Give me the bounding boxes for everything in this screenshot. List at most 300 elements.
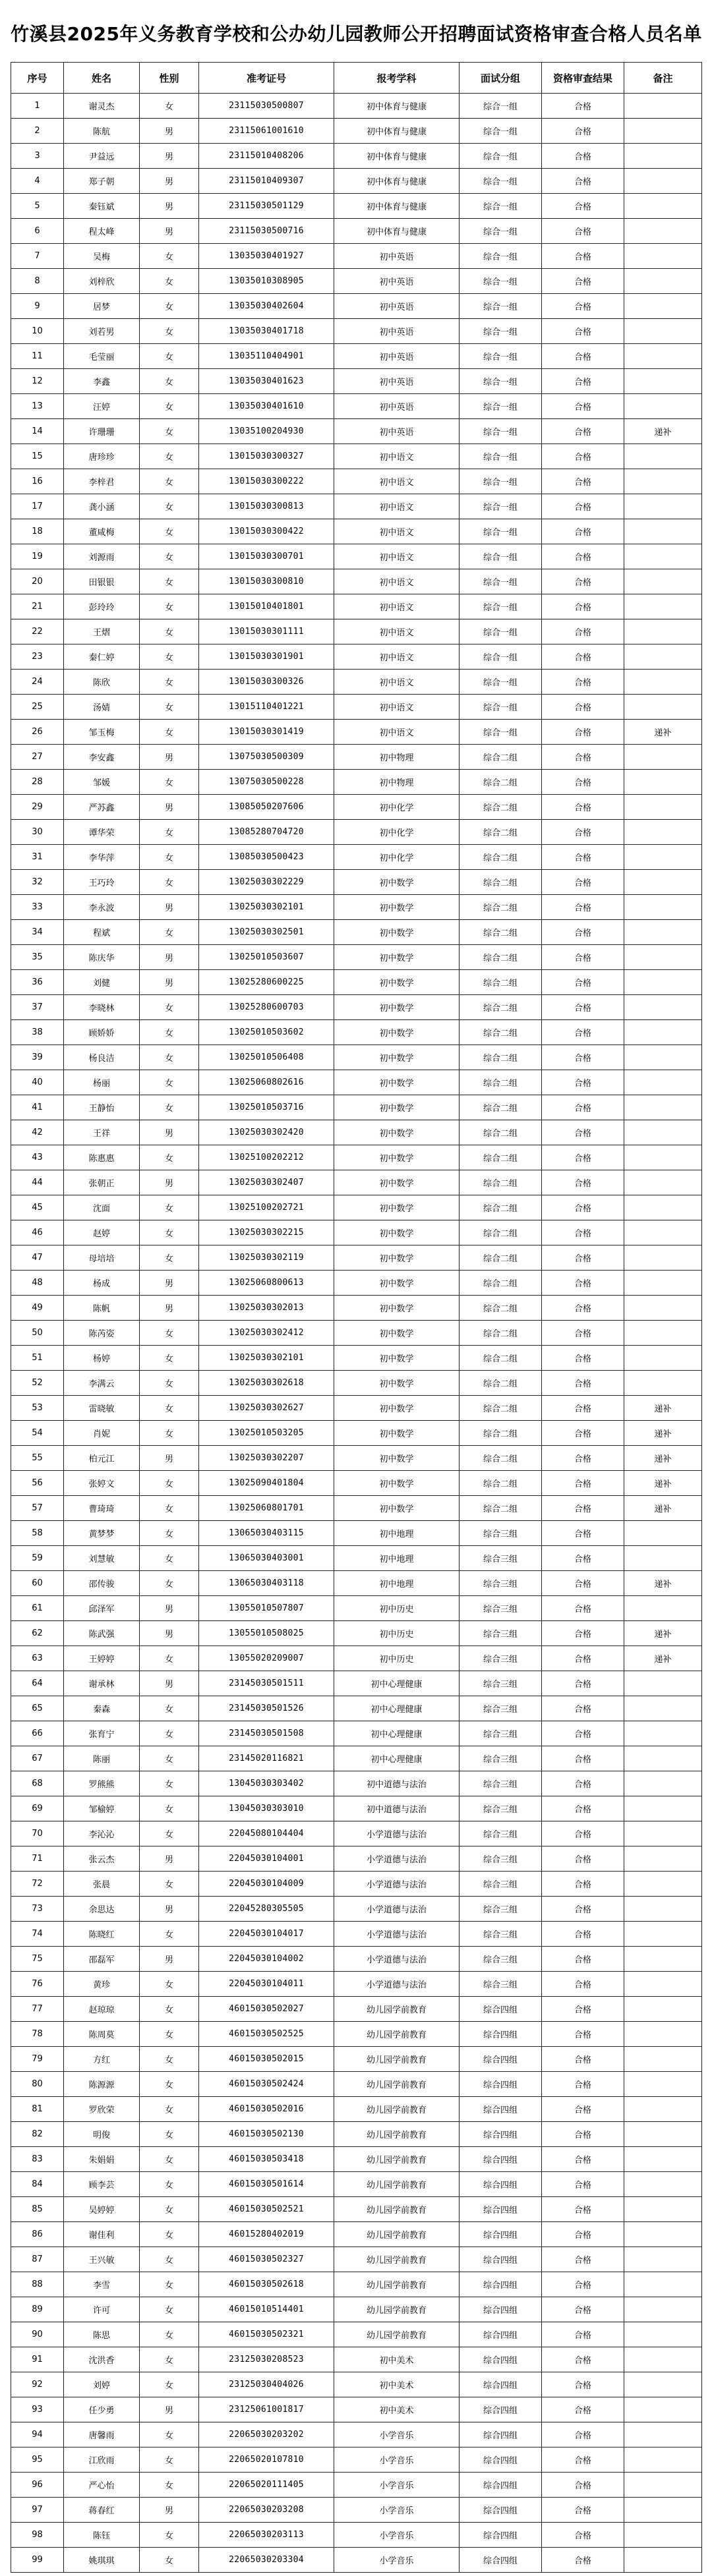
cell-group: 综合二组 — [460, 745, 542, 770]
cell-group: 综合二组 — [460, 895, 542, 920]
table-row — [11, 1471, 702, 1496]
cell-exam-number: 13035030401610 — [199, 394, 334, 419]
cell-name: 曹琦琦 — [64, 1496, 140, 1521]
cell-name: 杨婷 — [64, 1346, 140, 1371]
cell-name: 秦森 — [64, 1696, 140, 1721]
cell-subject: 幼儿园学前教育 — [334, 2047, 460, 2072]
cell-gender: 女 — [140, 695, 199, 720]
table-row — [11, 1220, 702, 1245]
cell-subject: 初中语文 — [334, 544, 460, 569]
cell-review-result: 合格 — [542, 2548, 624, 2573]
cell-seq: 37 — [11, 995, 64, 1020]
cell-name: 陈庆华 — [64, 945, 140, 970]
cell-exam-number: 13025030302119 — [199, 1245, 334, 1271]
cell-subject: 初中地理 — [334, 1521, 460, 1546]
cell-gender: 女 — [140, 1997, 199, 2022]
cell-exam-number: 13035030401718 — [199, 319, 334, 344]
cell-review-result: 合格 — [542, 2122, 624, 2147]
cell-seq: 39 — [11, 1045, 64, 1070]
cell-review-result: 合格 — [542, 544, 624, 569]
cell-gender: 女 — [140, 1571, 199, 1596]
table-row — [11, 1696, 702, 1721]
cell-gender: 女 — [140, 2247, 199, 2272]
cell-group: 综合一组 — [460, 169, 542, 194]
table-row — [11, 169, 702, 194]
cell-group: 综合二组 — [460, 1321, 542, 1346]
cell-seq: 14 — [11, 419, 64, 444]
cell-seq: 23 — [11, 644, 64, 670]
cell-exam-number: 13025030302627 — [199, 1396, 334, 1421]
cell-seq: 53 — [11, 1396, 64, 1421]
cell-subject: 初中数学 — [334, 1396, 460, 1421]
cell-remark — [624, 294, 702, 319]
cell-name: 刘若男 — [64, 319, 140, 344]
cell-review-result: 合格 — [542, 294, 624, 319]
cell-subject: 初中地理 — [334, 1571, 460, 1596]
cell-seq: 98 — [11, 2523, 64, 2548]
cell-group: 综合四组 — [460, 2372, 542, 2397]
cell-group: 综合二组 — [460, 1120, 542, 1145]
cell-review-result: 合格 — [542, 1897, 624, 1922]
cell-name: 李华萍 — [64, 845, 140, 870]
cell-remark — [624, 2022, 702, 2047]
cell-review-result: 合格 — [542, 344, 624, 369]
cell-exam-number: 23115030500716 — [199, 219, 334, 244]
cell-name: 陈航 — [64, 119, 140, 144]
cell-subject: 初中英语 — [334, 369, 460, 394]
cell-gender: 女 — [140, 1746, 199, 1771]
cell-gender: 女 — [140, 294, 199, 319]
cell-seq: 32 — [11, 870, 64, 895]
cell-remark — [624, 770, 702, 795]
cell-group: 综合二组 — [460, 1095, 542, 1120]
cell-group: 综合三组 — [460, 1646, 542, 1671]
cell-subject: 初中语文 — [334, 644, 460, 670]
cell-subject: 初中心理健康 — [334, 1746, 460, 1771]
table-row — [11, 1972, 702, 1997]
table-row — [11, 2222, 702, 2247]
cell-exam-number: 13025100202721 — [199, 1195, 334, 1220]
cell-seq: 9 — [11, 294, 64, 319]
cell-exam-number: 46015030502130 — [199, 2122, 334, 2147]
cell-gender: 女 — [140, 1020, 199, 1045]
cell-seq: 49 — [11, 1296, 64, 1321]
cell-subject: 初中化学 — [334, 795, 460, 820]
cell-name: 邵磊军 — [64, 1947, 140, 1972]
cell-subject: 初中数学 — [334, 1371, 460, 1396]
cell-name: 陈丽 — [64, 1746, 140, 1771]
cell-review-result: 合格 — [542, 2473, 624, 2498]
cell-seq: 78 — [11, 2022, 64, 2047]
cell-seq: 19 — [11, 544, 64, 569]
cell-remark — [624, 1346, 702, 1371]
cell-review-result: 合格 — [542, 1220, 624, 1245]
cell-exam-number: 13025030302215 — [199, 1220, 334, 1245]
cell-seq: 36 — [11, 970, 64, 995]
cell-subject: 幼儿园学前教育 — [334, 2097, 460, 2122]
cell-seq: 83 — [11, 2147, 64, 2172]
table-row — [11, 945, 702, 970]
cell-name: 赵琼琼 — [64, 1997, 140, 2022]
cell-review-result: 合格 — [542, 1671, 624, 1696]
cell-group: 综合四组 — [460, 2422, 542, 2447]
cell-seq: 67 — [11, 1746, 64, 1771]
cell-seq: 40 — [11, 1070, 64, 1095]
cell-name: 彭玲玲 — [64, 594, 140, 619]
cell-remark — [624, 1070, 702, 1095]
cell-exam-number: 13065030403001 — [199, 1546, 334, 1571]
cell-exam-number: 13035030402604 — [199, 294, 334, 319]
cell-subject: 初中数学 — [334, 1346, 460, 1371]
cell-name: 毛莹丽 — [64, 344, 140, 369]
table-row — [11, 2372, 702, 2397]
table-row — [11, 1346, 702, 1371]
cell-subject: 小学道德与法治 — [334, 1922, 460, 1947]
cell-remark — [624, 2097, 702, 2122]
cell-exam-number: 46015030502327 — [199, 2247, 334, 2272]
cell-gender: 男 — [140, 219, 199, 244]
cell-remark — [624, 2397, 702, 2422]
cell-review-result: 合格 — [542, 2222, 624, 2247]
cell-group: 综合一组 — [460, 194, 542, 219]
cell-seq: 35 — [11, 945, 64, 970]
cell-exam-number: 13015030301111 — [199, 619, 334, 644]
cell-group: 综合二组 — [460, 1471, 542, 1496]
cell-review-result: 合格 — [542, 169, 624, 194]
cell-review-result: 合格 — [542, 945, 624, 970]
table-row — [11, 2197, 702, 2222]
cell-group: 综合一组 — [460, 119, 542, 144]
cell-name: 方红 — [64, 2047, 140, 2072]
cell-subject: 小学音乐 — [334, 2422, 460, 2447]
cell-group: 综合四组 — [460, 2022, 542, 2047]
cell-review-result: 合格 — [542, 444, 624, 469]
cell-name: 田银银 — [64, 569, 140, 594]
cell-gender: 男 — [140, 194, 199, 219]
cell-group: 综合一组 — [460, 419, 542, 444]
cell-remark — [624, 119, 702, 144]
cell-name: 吴梅 — [64, 244, 140, 269]
cell-name: 陈帆 — [64, 1296, 140, 1321]
cell-seq: 2 — [11, 119, 64, 144]
cell-gender: 女 — [140, 1721, 199, 1746]
cell-remark — [624, 1020, 702, 1045]
cell-exam-number: 13025060800613 — [199, 1271, 334, 1296]
cell-gender: 女 — [140, 845, 199, 870]
cell-review-result: 合格 — [542, 970, 624, 995]
cell-seq: 11 — [11, 344, 64, 369]
cell-seq: 7 — [11, 244, 64, 269]
cell-exam-number: 46015010514401 — [199, 2297, 334, 2322]
cell-remark — [624, 2422, 702, 2447]
cell-exam-number: 13015030300327 — [199, 444, 334, 469]
cell-subject: 初中数学 — [334, 1195, 460, 1220]
cell-subject: 初中数学 — [334, 870, 460, 895]
cell-subject: 初中心理健康 — [334, 1671, 460, 1696]
cell-remark — [624, 970, 702, 995]
cell-exam-number: 13025010506408 — [199, 1045, 334, 1070]
cell-gender: 男 — [140, 970, 199, 995]
cell-remark — [624, 1972, 702, 1997]
page-title: 竹溪县2025年义务教育学校和公办幼儿园教师公开招聘面试资格审查合格人员名单 — [11, 23, 702, 45]
cell-name: 杨成 — [64, 1271, 140, 1296]
cell-exam-number: 46015030502424 — [199, 2072, 334, 2097]
cell-gender: 女 — [140, 2122, 199, 2147]
cell-gender: 女 — [140, 2272, 199, 2297]
cell-remark — [624, 1321, 702, 1346]
cell-seq: 29 — [11, 795, 64, 820]
cell-subject: 小学音乐 — [334, 2498, 460, 2523]
table-row — [11, 1671, 702, 1696]
cell-group: 综合三组 — [460, 1821, 542, 1846]
cell-gender: 女 — [140, 94, 199, 119]
table-row — [11, 1897, 702, 1922]
cell-subject: 初中心理健康 — [334, 1696, 460, 1721]
cell-name: 严心怡 — [64, 2473, 140, 2498]
cell-subject: 小学音乐 — [334, 2523, 460, 2548]
cell-review-result: 合格 — [542, 2523, 624, 2548]
cell-exam-number: 13015110401221 — [199, 695, 334, 720]
cell-group: 综合四组 — [460, 2548, 542, 2573]
cell-gender: 女 — [140, 2347, 199, 2372]
cell-gender: 女 — [140, 2072, 199, 2097]
cell-review-result: 合格 — [542, 2097, 624, 2122]
cell-gender: 女 — [140, 995, 199, 1020]
cell-review-result: 合格 — [542, 1095, 624, 1120]
cell-subject: 初中英语 — [334, 394, 460, 419]
cell-remark: 递补 — [624, 720, 702, 745]
cell-name: 李永波 — [64, 895, 140, 920]
cell-seq: 92 — [11, 2372, 64, 2397]
table-row — [11, 469, 702, 494]
cell-subject: 初中数学 — [334, 1070, 460, 1095]
cell-exam-number: 23145030501508 — [199, 1721, 334, 1746]
cell-remark — [624, 1521, 702, 1546]
table-row — [11, 1070, 702, 1095]
cell-review-result: 合格 — [542, 1296, 624, 1321]
cell-name: 刘慧敏 — [64, 1546, 140, 1571]
cell-gender: 女 — [140, 444, 199, 469]
cell-group: 综合二组 — [460, 1296, 542, 1321]
cell-name: 汤婧 — [64, 695, 140, 720]
cell-remark — [624, 2047, 702, 2072]
cell-remark — [624, 2197, 702, 2222]
cell-remark — [624, 695, 702, 720]
cell-seq: 46 — [11, 1220, 64, 1245]
cell-remark — [624, 1145, 702, 1170]
cell-group: 综合二组 — [460, 920, 542, 945]
cell-review-result: 合格 — [542, 594, 624, 619]
cell-remark — [624, 619, 702, 644]
cell-group: 综合二组 — [460, 870, 542, 895]
cell-review-result: 合格 — [542, 995, 624, 1020]
cell-seq: 24 — [11, 670, 64, 695]
cell-name: 郑子朝 — [64, 169, 140, 194]
cell-remark — [624, 1947, 702, 1972]
cell-exam-number: 13025030302407 — [199, 1170, 334, 1195]
cell-remark — [624, 2072, 702, 2097]
cell-seq: 47 — [11, 1245, 64, 1271]
cell-remark — [624, 194, 702, 219]
cell-exam-number: 13025030302207 — [199, 1446, 334, 1471]
cell-name: 王婷婷 — [64, 1646, 140, 1671]
cell-remark — [624, 845, 702, 870]
cell-gender: 男 — [140, 1296, 199, 1321]
cell-review-result: 合格 — [542, 2072, 624, 2097]
cell-exam-number: 23115030500807 — [199, 94, 334, 119]
cell-name: 邹榆婷 — [64, 1796, 140, 1821]
cell-group: 综合二组 — [460, 1045, 542, 1070]
cell-gender: 女 — [140, 1145, 199, 1170]
cell-seq: 1 — [11, 94, 64, 119]
cell-exam-number: 23125030404026 — [199, 2372, 334, 2397]
cell-exam-number: 13025030302101 — [199, 895, 334, 920]
cell-review-result: 合格 — [542, 2247, 624, 2272]
cell-review-result: 合格 — [542, 1872, 624, 1897]
cell-gender: 女 — [140, 394, 199, 419]
table-row — [11, 695, 702, 720]
cell-gender: 女 — [140, 2523, 199, 2548]
cell-subject: 初中数学 — [334, 1145, 460, 1170]
cell-review-result: 合格 — [542, 1045, 624, 1070]
cell-group: 综合二组 — [460, 995, 542, 1020]
table-row — [11, 494, 702, 519]
cell-subject: 初中数学 — [334, 1045, 460, 1070]
cell-review-result: 合格 — [542, 1396, 624, 1421]
cell-group: 综合三组 — [460, 1746, 542, 1771]
cell-name: 罗欣荣 — [64, 2097, 140, 2122]
cell-exam-number: 22065030203202 — [199, 2422, 334, 2447]
table-row — [11, 1496, 702, 1521]
cell-exam-number: 13025010503205 — [199, 1421, 334, 1446]
cell-remark — [624, 1771, 702, 1796]
cell-review-result: 合格 — [542, 820, 624, 845]
cell-review-result: 合格 — [542, 469, 624, 494]
cell-subject: 幼儿园学前教育 — [334, 1997, 460, 2022]
table-row — [11, 1546, 702, 1571]
cell-name: 陈周莫 — [64, 2022, 140, 2047]
cell-name: 许珊珊 — [64, 419, 140, 444]
header-exam-number: 准考证号 — [199, 63, 334, 94]
cell-review-result: 合格 — [542, 1120, 624, 1145]
cell-exam-number: 23125061001817 — [199, 2397, 334, 2422]
cell-seq: 69 — [11, 1796, 64, 1821]
cell-seq: 87 — [11, 2247, 64, 2272]
cell-group: 综合一组 — [460, 394, 542, 419]
table-row — [11, 745, 702, 770]
cell-review-result: 合格 — [542, 2147, 624, 2172]
cell-remark — [624, 1195, 702, 1220]
cell-name: 王兴敏 — [64, 2247, 140, 2272]
cell-exam-number: 13035100204930 — [199, 419, 334, 444]
cell-exam-number: 13045030303010 — [199, 1796, 334, 1821]
cell-gender: 女 — [140, 1972, 199, 1997]
cell-exam-number: 13055010508025 — [199, 1621, 334, 1646]
table-row — [11, 2447, 702, 2473]
cell-gender: 女 — [140, 569, 199, 594]
cell-remark — [624, 1696, 702, 1721]
cell-name: 王熠 — [64, 619, 140, 644]
cell-seq: 75 — [11, 1947, 64, 1972]
cell-name: 程太峰 — [64, 219, 140, 244]
cell-seq: 76 — [11, 1972, 64, 1997]
cell-subject: 小学道德与法治 — [334, 1846, 460, 1872]
cell-gender: 男 — [140, 2397, 199, 2422]
cell-group: 综合一组 — [460, 519, 542, 544]
cell-subject: 初中美术 — [334, 2397, 460, 2422]
cell-review-result: 合格 — [542, 1521, 624, 1546]
cell-name: 尹益远 — [64, 144, 140, 169]
cell-name: 陈武强 — [64, 1621, 140, 1646]
table-row — [11, 2147, 702, 2172]
cell-review-result: 合格 — [542, 1972, 624, 1997]
table-row — [11, 670, 702, 695]
cell-seq: 25 — [11, 695, 64, 720]
cell-gender: 女 — [140, 244, 199, 269]
cell-review-result: 合格 — [542, 870, 624, 895]
cell-name: 陈源源 — [64, 2072, 140, 2097]
cell-exam-number: 13035030401927 — [199, 244, 334, 269]
cell-review-result: 合格 — [542, 1145, 624, 1170]
cell-group: 综合四组 — [460, 2147, 542, 2172]
table-row — [11, 2297, 702, 2322]
cell-name: 柏元江 — [64, 1446, 140, 1471]
cell-seq: 59 — [11, 1546, 64, 1571]
cell-exam-number: 13075030500228 — [199, 770, 334, 795]
cell-review-result: 合格 — [542, 1922, 624, 1947]
cell-remark — [624, 1220, 702, 1245]
cell-subject: 初中数学 — [334, 1421, 460, 1446]
cell-gender: 男 — [140, 1446, 199, 1471]
cell-name: 李雪 — [64, 2272, 140, 2297]
cell-remark: 递补 — [624, 1496, 702, 1521]
cell-remark — [624, 670, 702, 695]
cell-subject: 初中语文 — [334, 594, 460, 619]
cell-gender: 女 — [140, 1496, 199, 1521]
cell-subject: 初中历史 — [334, 1621, 460, 1646]
cell-review-result: 合格 — [542, 1947, 624, 1972]
cell-review-result: 合格 — [542, 1346, 624, 1371]
cell-subject: 初中语文 — [334, 519, 460, 544]
cell-seq: 56 — [11, 1471, 64, 1496]
cell-exam-number: 13025090401804 — [199, 1471, 334, 1496]
cell-group: 综合一组 — [460, 720, 542, 745]
cell-gender: 男 — [140, 1170, 199, 1195]
cell-gender: 女 — [140, 1696, 199, 1721]
table-row — [11, 2122, 702, 2147]
cell-name: 邵传骏 — [64, 1571, 140, 1596]
cell-remark — [624, 94, 702, 119]
cell-subject: 幼儿园学前教育 — [334, 2022, 460, 2047]
table-row — [11, 94, 702, 119]
cell-remark — [624, 2172, 702, 2197]
cell-subject: 初中历史 — [334, 1596, 460, 1621]
cell-name: 邱泽军 — [64, 1596, 140, 1621]
cell-group: 综合三组 — [460, 1621, 542, 1646]
cell-remark: 递补 — [624, 1621, 702, 1646]
cell-group: 综合一组 — [460, 344, 542, 369]
cell-group: 综合二组 — [460, 1446, 542, 1471]
cell-gender: 女 — [140, 2197, 199, 2222]
cell-review-result: 合格 — [542, 2422, 624, 2447]
cell-exam-number: 13025010503607 — [199, 945, 334, 970]
cell-seq: 71 — [11, 1846, 64, 1872]
cell-gender: 男 — [140, 144, 199, 169]
cell-review-result: 合格 — [542, 795, 624, 820]
cell-subject: 初中数学 — [334, 945, 460, 970]
cell-gender: 女 — [140, 1371, 199, 1396]
table-row — [11, 219, 702, 244]
